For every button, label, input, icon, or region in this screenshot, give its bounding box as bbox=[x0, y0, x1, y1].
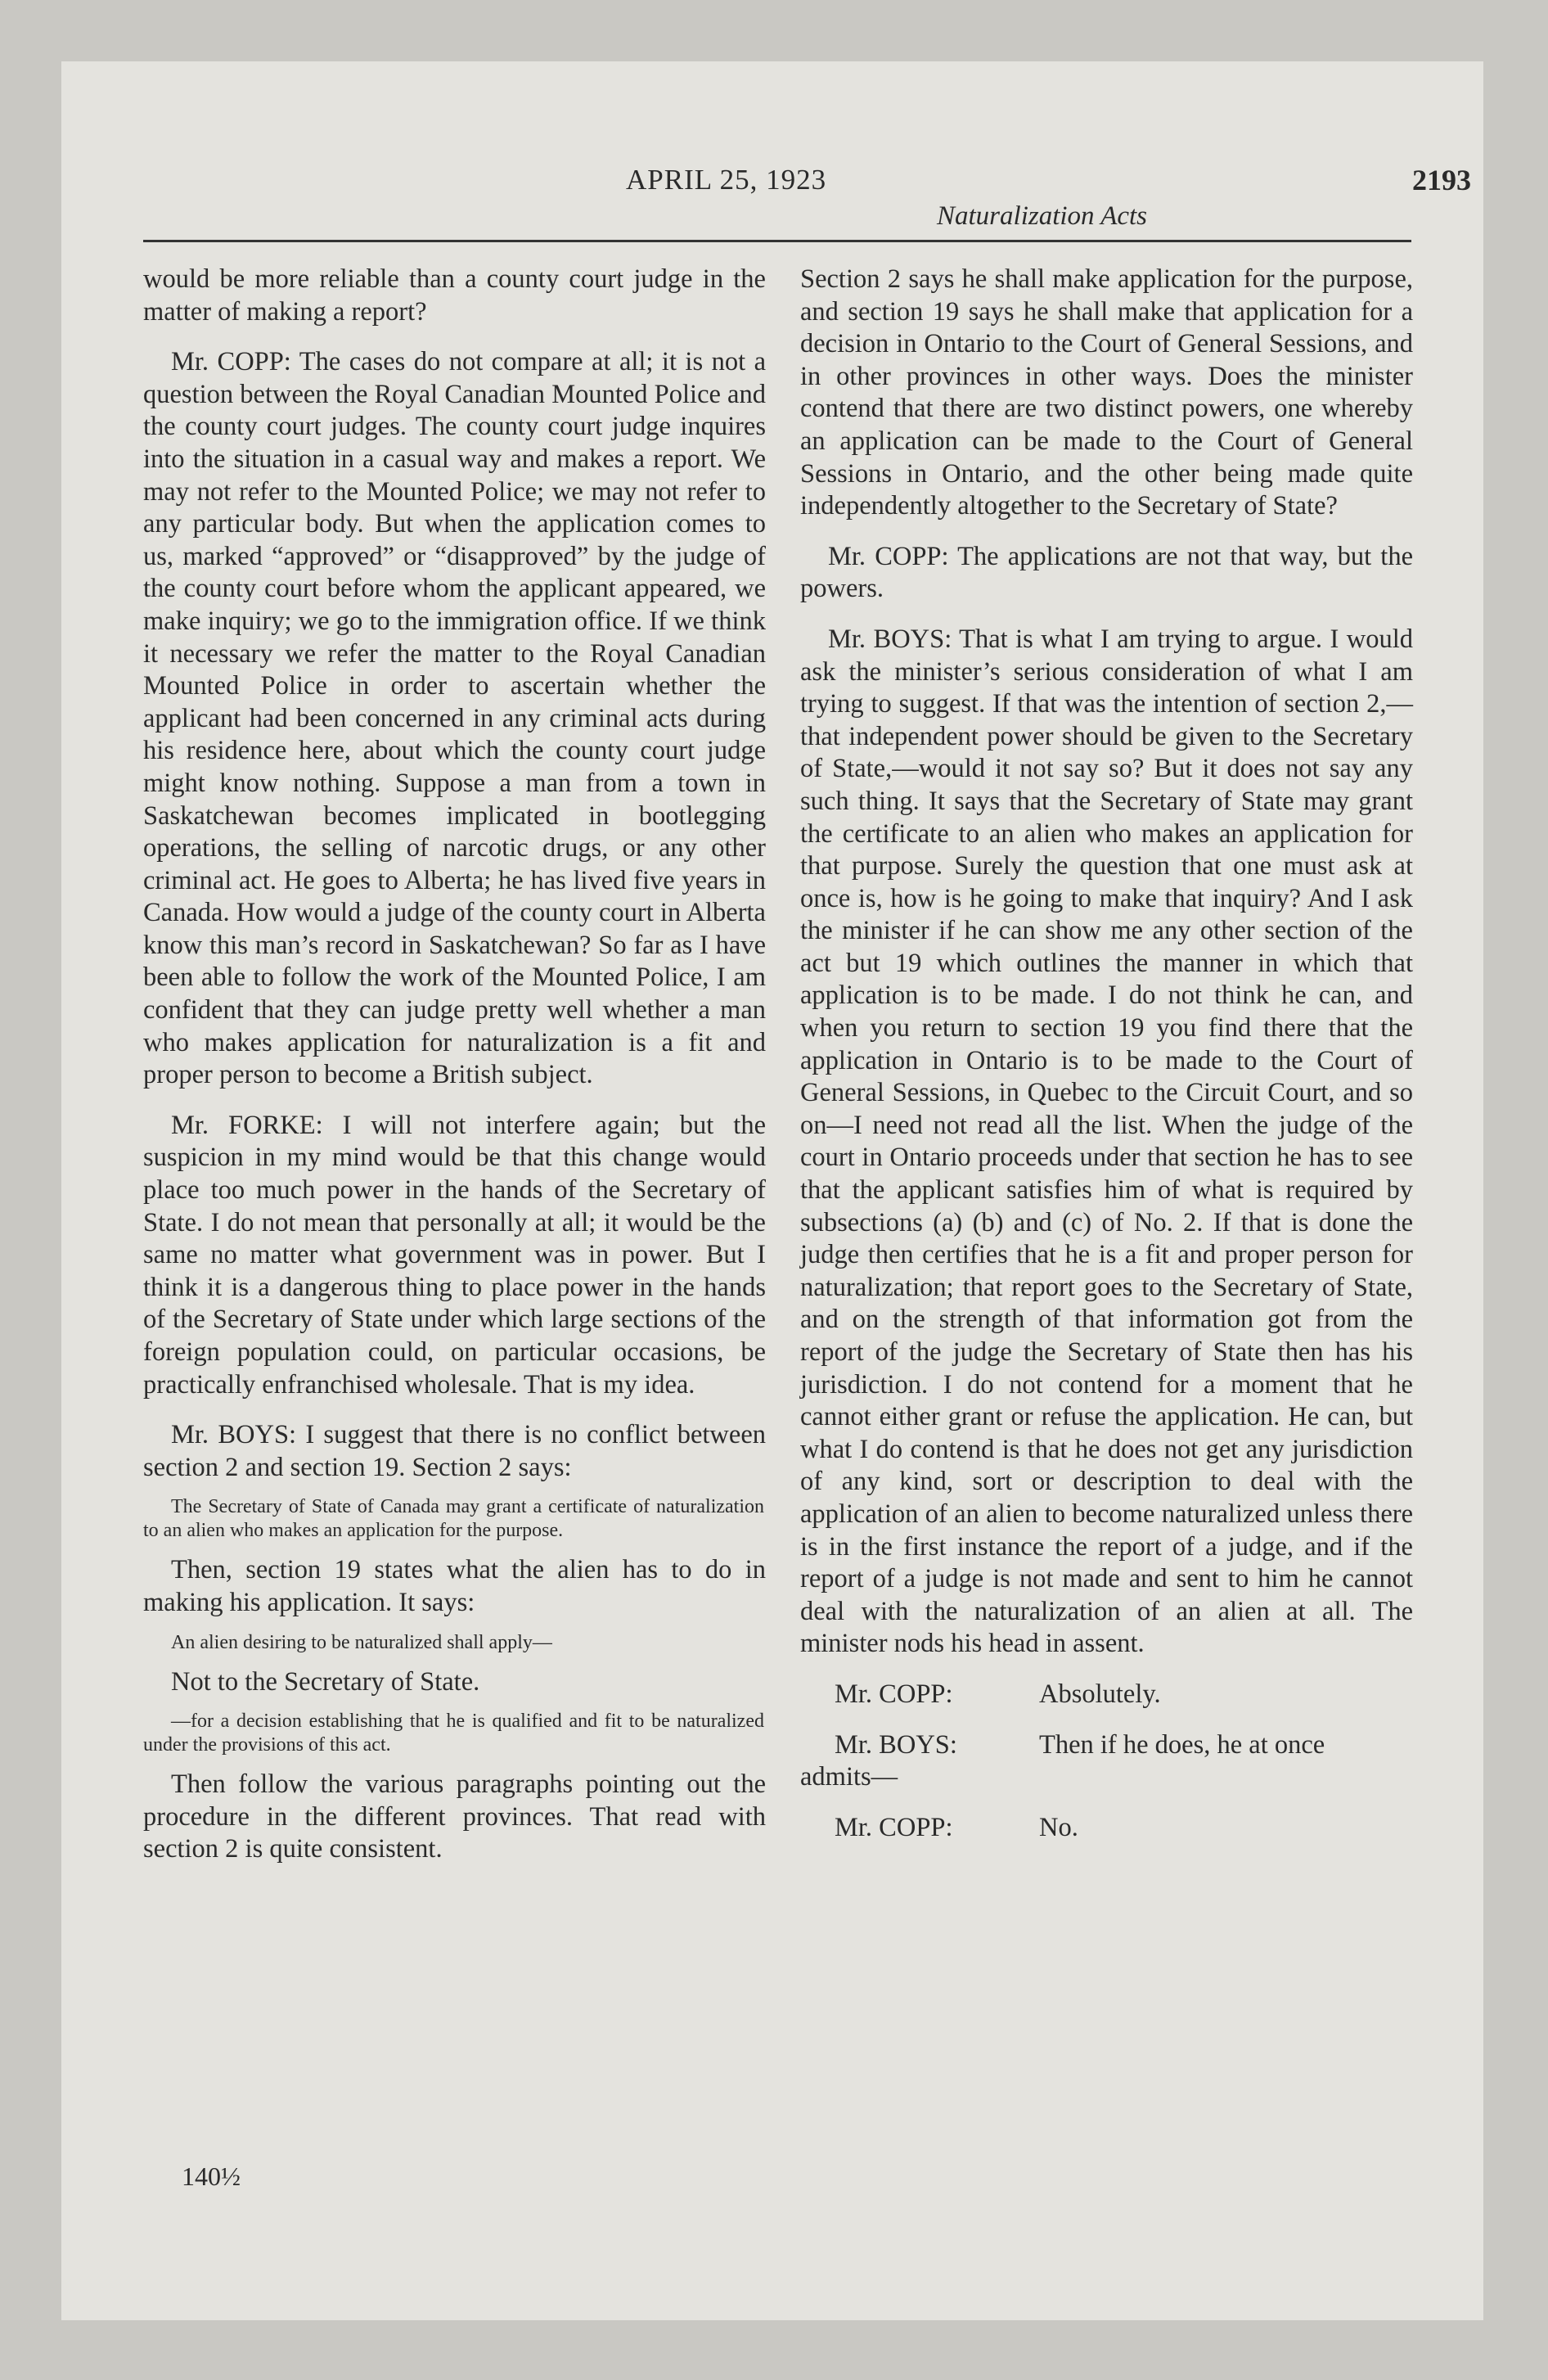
paragraph: Then follow the various paragraphs pointing out the procedure in the different provinces. That read with section 2 is quite consistent. bbox=[143, 1769, 766, 1864]
right-column bbox=[800, 264, 1413, 2203]
exchange-line bbox=[800, 1812, 1413, 1845]
paragraph-boys: Mr. BOYS: That is what I am trying to argue. I would ask the minister’s serious consideration of what I am trying to suggest. If that was the intention of section 2,—that independent power should be given to the Secretary of State,—would it not say so? But it does not say any such thing. It says that the Secretary of State may grant the certificate to an alien who makes an application for that purpose. Surely the question that one must ask at once is, how is he going to make that inquiry? And I ask the minister if he can show me any other section of the act but 19 which outlines the manner in which that application is to be made. I do not think he can, and when you return to section 19 you find there that the application in Ontario is to be made to the Court of General Sessions, in Quebec to the Circuit Court, and so on—I need not read all the list. When the judge of the court in Ontario proceeds under that section he has to see that the applicant satisfies him of what is required by subsections (a) (b) and (c) of No. 2. If that is done the judge then certifies that he is a fit and proper person for naturalization; that report goes to the Secretary of State, and on the strength of that information got from the report of the judge the Secretary of State then has his jurisdiction. I do not contend for a moment that he cannot either grant or refuse the application. He can, but what I do contend is that he does not get any jurisdiction of any kind, sort or description to deal with the application of an alien to become naturalized unless there is in the first instance the report of a judge, and if the report of a judge is not made and sent to him he cannot deal with the naturalization of an alien at all. The minister nods his head in assent. bbox=[800, 624, 1413, 1659]
page-number: 2193 bbox=[1412, 164, 1471, 196]
speech-text: Then if he does, he at once bbox=[1039, 1729, 1325, 1760]
left-column bbox=[143, 264, 766, 2203]
block-quote: —for a decision establishing that he is qualified and fit to be naturalized under the provisions of this act. bbox=[143, 1711, 764, 1756]
paragraph-copp: Mr. COPP: The cases do not compare at all; it is not a question between the Royal Canadian Mounted Police and the county court judges. The county court judge inquires into the situation in a casual way and makes a report. We may not refer to the Mounted Police; we may not refer to any particular body. But when the application comes to us, marked “approved” or “disapproved” by the judge of the county court before whom the applicant appeared, we make inquiry; we go to the immigration office. If we think it necessary we refer the matter to the Royal Canadian Mounted Police in order to ascertain whether the applicant had been concerned in any criminal acts during his residence here, about which the county court judge might know nothing. Suppose a man from a town in Saskatchewan becomes implicated in bootlegging operations, the selling of narcotic drugs, or any other criminal act. He goes to Alberta; he has lived five years in Canada. How would a judge of the county court in Alberta know this man’s record in Saskatchewan? So far as I have been able to follow the work of the Mounted Police, I am confident that they can judge pretty well whether a man who makes application for naturalization is a fit and proper person to become a British subject. bbox=[143, 347, 766, 1090]
paragraph-copp: Mr. COPP: The applications are not that way, but the powers. bbox=[800, 541, 1413, 604]
speech-text: Absolutely. bbox=[1039, 1679, 1161, 1709]
paragraph: Section 2 says he shall make application for the purpose, and section 19 says he shall make that application for a decision in Ontario to the Court of General Sessions, and in other provinces in other ways. Does the minister contend that there are two distinct powers, one whereby an application can be made to the Court of General Sessions in Ontario, and the other being made quite independently altogether to the Secretary of State? bbox=[800, 264, 1413, 521]
speech-continuation: admits— bbox=[800, 1762, 898, 1792]
block-quote: The Secretary of State of Canada may grant a certificate of naturalization to an alien who makes an application for the purpose. bbox=[143, 1496, 764, 1542]
paragraph: would be more reliable than a county court judge in the matter of making a report? bbox=[143, 264, 766, 327]
paragraph: Not to the Secretary of State. bbox=[171, 1666, 480, 1697]
header-rule bbox=[143, 240, 1411, 242]
header-date: APRIL 25, 1923 bbox=[626, 164, 827, 196]
paragraph: Then, section 19 states what the alien has to do in making his application. It says: bbox=[143, 1555, 766, 1617]
paragraph-boys: Mr. BOYS: I suggest that there is no conflict between section 2 and section 19. Section 2 says: bbox=[143, 1420, 766, 1482]
running-subtitle: Naturalization Acts bbox=[937, 201, 1148, 231]
block-quote: An alien desiring to be naturalized shall apply— bbox=[171, 1631, 552, 1653]
exchange-line bbox=[800, 1729, 1413, 1762]
speaker-name: Mr. COPP: bbox=[835, 1679, 953, 1709]
speech-text: No. bbox=[1039, 1812, 1078, 1842]
speaker-name: Mr. BOYS: bbox=[835, 1729, 957, 1760]
paragraph-forke: Mr. FORKE: I will not interfere again; but the suspicion in my mind would be that this change would place too much power in the hands of the Secretary of State. I do not mean that personally at all; it would be the same no matter what government was in power. But I think it is a dangerous thing to place power in the hands of the Secretary of State under which large sections of the foreign population could, on particular occasions, be practically enfranchised wholesale. That is my idea. bbox=[143, 1110, 766, 1400]
speaker-name: Mr. COPP: bbox=[835, 1812, 953, 1842]
exchange-line bbox=[800, 1679, 1413, 1711]
folio-mark: 140½ bbox=[182, 2161, 241, 2191]
